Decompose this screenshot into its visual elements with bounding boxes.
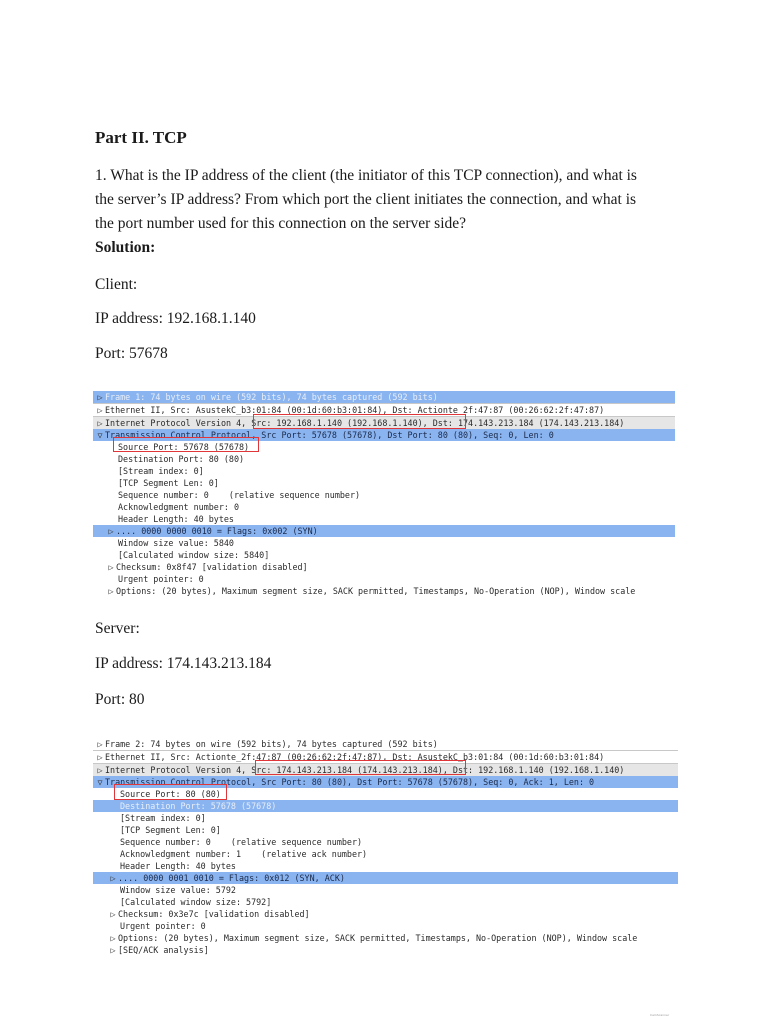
packet-field[interactable]: Urgent pointer: 0 xyxy=(118,574,204,584)
packet-row[interactable]: ▷ Frame 1: 74 bytes on wire (592 bits), 74 bytes captured (592 bits) xyxy=(93,391,675,403)
expand-triangle-icon[interactable]: ▷ xyxy=(108,586,114,596)
section-heading: Part II. TCP xyxy=(95,128,187,147)
server-port: Port: 80 xyxy=(95,691,145,708)
packet-field[interactable]: [Stream index: 0] xyxy=(120,813,206,823)
highlight-box-src-port xyxy=(113,437,259,452)
expand-triangle-icon[interactable]: ▷ xyxy=(97,739,103,749)
highlight-box-src-ip xyxy=(255,760,466,775)
packet-field[interactable]: Source Port: 57678 (57678) xyxy=(118,442,250,452)
question-text: 1. What is the IP address of the client (the initiator of this TCP connection), and what is the server’s IP address? From which port the client initiates the connection, and what is the port number used for this connection on the server side? xyxy=(95,167,637,232)
packet-field[interactable]: Header Length: 40 bytes xyxy=(120,861,236,871)
packet-row[interactable]: ▷ Frame 2: 74 bytes on wire (592 bits), 74 bytes captured (592 bits) xyxy=(93,738,678,750)
server-label: Server: xyxy=(95,620,140,637)
packet-capture-2 xyxy=(93,738,678,956)
packet-field[interactable]: [TCP Segment Len: 0] xyxy=(118,478,219,488)
client-label: Client: xyxy=(95,276,138,293)
expand-triangle-icon[interactable]: ▷ xyxy=(110,933,116,943)
expand-triangle-icon[interactable]: ▷ xyxy=(97,405,103,415)
packet-row[interactable]: ▷ Internet Protocol Version 4, Src: 192.168.1.140 (192.168.1.140), Dst: 174.143.213.184 (174.143.213.184) xyxy=(93,416,675,429)
collapse-triangle-icon[interactable]: ▽ xyxy=(97,777,103,787)
packet-field[interactable]: Urgent pointer: 0 xyxy=(120,921,206,931)
packet-field[interactable]: Acknowledgment number: 1 (relative ack number) xyxy=(120,849,368,859)
packet-field[interactable]: ▷ .... 0000 0001 0010 = Flags: 0x012 (SYN, ACK) xyxy=(93,872,678,884)
expand-triangle-icon[interactable]: ▷ xyxy=(110,945,116,955)
client-ip: IP address: 192.168.1.140 xyxy=(95,310,256,327)
packet-field[interactable]: Sequence number: 0 (relative sequence number) xyxy=(120,837,363,847)
highlight-box-src-ip xyxy=(253,414,466,429)
client-port: Port: 57678 xyxy=(95,345,168,362)
expand-triangle-icon[interactable]: ▷ xyxy=(97,752,103,762)
packet-field[interactable]: ▷ Checksum: 0x8f47 [validation disabled] xyxy=(93,561,675,573)
expand-triangle-icon[interactable]: ▷ xyxy=(108,526,114,536)
packet-field[interactable]: ▷ [SEQ/ACK analysis] xyxy=(93,944,678,956)
expand-triangle-icon[interactable]: ▷ xyxy=(97,765,103,775)
packet-field[interactable]: ▷ Options: (20 bytes), Maximum segment size, SACK permitted, Timestamps, No-Operation (NOP), Window scale xyxy=(93,585,675,597)
expand-triangle-icon[interactable]: ▷ xyxy=(108,562,114,572)
packet-field[interactable]: [Calculated window size: 5792] xyxy=(120,897,272,907)
packet-field[interactable]: Source Port: 80 (80) xyxy=(120,789,221,799)
packet-row[interactable]: ▽ Transmission Control Protocol, Src Port: 80 (80), Dst Port: 57678 (57678), Seq: 0, Ack: 1, Len: 0 xyxy=(93,776,678,788)
packet-field[interactable]: [TCP Segment Len: 0] xyxy=(120,825,221,835)
packet-field[interactable]: ▷ .... 0000 0000 0010 = Flags: 0x002 (SYN) xyxy=(93,525,675,537)
packet-row[interactable]: ▷ Ethernet II, Src: AsustekC_b3:01:84 (00:1d:60:b3:01:84), Dst: Actionte_2f:47:87 (00:26:62:2f:47:87) xyxy=(93,403,675,416)
packet-field[interactable]: ▷ Options: (20 bytes), Maximum segment size, SACK permitted, Timestamps, No-Operation (NOP), Window scale xyxy=(93,932,678,944)
packet-field[interactable]: Destination Port: 80 (80) xyxy=(118,454,245,464)
packet-row[interactable]: ▷ Ethernet II, Src: Actionte_2f:47:87 (00:26:62:2f:47:87), Dst: AsustekC_b3:01:84 (00:1d:60:b3:01:84) xyxy=(93,750,678,763)
highlight-box-src-port xyxy=(114,784,227,800)
collapse-triangle-icon[interactable]: ▽ xyxy=(97,430,103,440)
packet-field[interactable]: Acknowledgment number: 0 xyxy=(118,502,240,512)
packet-field[interactable]: Window size value: 5792 xyxy=(120,885,236,895)
scanner-watermark: CamScanner xyxy=(650,1013,670,1017)
packet-field[interactable]: Header Length: 40 bytes xyxy=(118,514,234,524)
packet-field[interactable]: ▷ Checksum: 0x3e7c [validation disabled] xyxy=(93,908,678,920)
expand-triangle-icon[interactable]: ▷ xyxy=(97,418,103,428)
packet-row[interactable]: ▷ Internet Protocol Version 4, Src: 174.143.213.184 (174.143.213.184), Dst: 192.168.1.140 (192.168.1.140) xyxy=(93,763,678,776)
packet-field[interactable]: Window size value: 5840 xyxy=(118,538,234,548)
packet-capture-1 xyxy=(93,391,675,597)
packet-field[interactable]: Destination Port: 57678 (57678) xyxy=(93,800,678,812)
expand-triangle-icon[interactable]: ▷ xyxy=(97,392,103,402)
packet-field[interactable]: [Stream index: 0] xyxy=(118,466,204,476)
packet-row[interactable]: ▽ Transmission Control Protocol, Src Port: 57678 (57678), Dst Port: 80 (80), Seq: 0, Len: 0 xyxy=(93,429,675,441)
packet-field[interactable]: Sequence number: 0 (relative sequence number) xyxy=(118,490,361,500)
server-ip: IP address: 174.143.213.184 xyxy=(95,655,272,672)
expand-triangle-icon[interactable]: ▷ xyxy=(110,873,116,883)
expand-triangle-icon[interactable]: ▷ xyxy=(110,909,116,919)
solution-label: Solution: xyxy=(95,239,156,256)
packet-field[interactable]: [Calculated window size: 5840] xyxy=(118,550,270,560)
